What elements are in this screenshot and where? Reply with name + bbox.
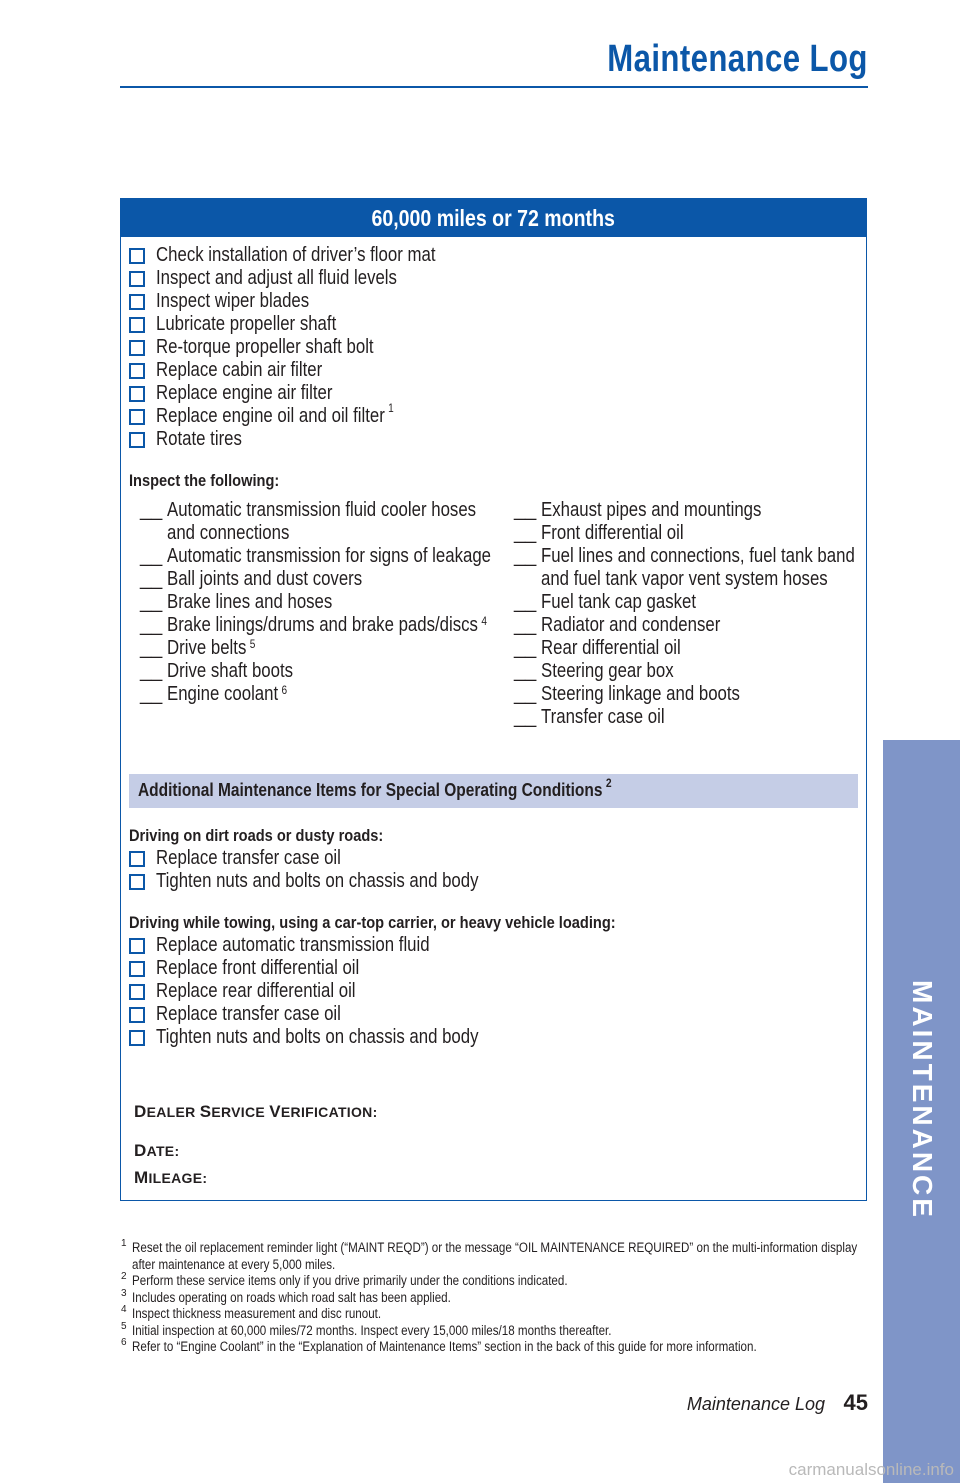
inspect-item-text: Automatic transmission for signs of leakage	[167, 545, 492, 567]
checklist-item-text: Rotate tires	[156, 428, 242, 450]
checklist-item	[129, 267, 489, 290]
footnote-text: Reset the oil replacement reminder light (“MAINT REQD”) or the message “OIL MAINTENANCE REQUIRED” on the multi-information display after maintenance at every 5,000 miles.	[132, 1240, 858, 1272]
checklist-item	[129, 244, 489, 267]
blank-line[interactable]: __	[140, 683, 163, 705]
page-number: 45	[843, 1390, 868, 1415]
footnote	[121, 1339, 881, 1356]
inspect-item-text: Transfer case oil	[541, 706, 665, 728]
inspect-item	[140, 660, 490, 683]
additional-items-title: Additional Maintenance Items for Special Operating Conditions	[138, 780, 603, 800]
checklist-item-text: Replace rear differential oil	[156, 980, 356, 1002]
inspect-item-text: Steering gear box	[541, 660, 674, 682]
inspect-item-text: Drive shaft boots	[167, 660, 294, 682]
blank-line[interactable]: __	[514, 591, 537, 613]
checklist-item-text: Replace automatic transmission fluid	[156, 934, 430, 956]
footer-section-label: Maintenance Log	[686, 1394, 825, 1414]
checklist-item	[129, 980, 540, 1003]
checklist-item-text: Replace cabin air filter	[156, 359, 323, 381]
blank-line[interactable]: __	[514, 683, 537, 705]
blank-line[interactable]: __	[140, 637, 163, 659]
footnote-number: 1	[121, 1238, 127, 1249]
inspect-item-text: Steering linkage and boots	[541, 683, 740, 705]
inspect-item-text: Rear differential oil	[541, 637, 681, 659]
footnote-text: Inspect thickness measurement and disc runout.	[132, 1306, 382, 1321]
footnote-text: Initial inspection at 60,000 miles/72 months. Inspect every 15,000 miles/18 months thereafter.	[132, 1322, 612, 1338]
checklist-item	[129, 401, 489, 428]
checklist-item-text: Tighten nuts and bolts on chassis and body	[156, 870, 479, 892]
section-side-label: MAINTENANCE	[906, 980, 938, 1220]
checkbox-icon[interactable]	[129, 271, 145, 287]
inspect-item	[514, 637, 864, 660]
inspect-item	[514, 614, 864, 637]
checklist-item	[129, 382, 489, 405]
footnote-ref: 6	[281, 683, 288, 697]
inspect-item-text: Brake lines and hoses	[167, 591, 333, 613]
checkbox-icon[interactable]	[129, 294, 145, 310]
inspect-item	[140, 614, 490, 637]
inspect-heading: Inspect the following:	[129, 471, 280, 490]
footnote-number: 2	[121, 1271, 127, 1282]
footnote-number: 5	[121, 1320, 127, 1332]
checkbox-icon[interactable]	[129, 851, 145, 867]
inspect-item-text: Engine coolant $^6$	[167, 683, 288, 705]
inspect-item	[514, 683, 864, 706]
checklist-item-text: Replace engine air filter	[156, 382, 333, 404]
checklist-item-text: Tighten nuts and bolts on chassis and body	[156, 1026, 479, 1048]
blank-line[interactable]: __	[514, 545, 537, 567]
checkbox-icon[interactable]	[129, 1030, 145, 1046]
checkbox-icon[interactable]	[129, 1007, 145, 1023]
checklist-item	[129, 1026, 540, 1049]
inspect-item-text: Ball joints and dust covers	[167, 568, 363, 590]
interval-heading: 60,000 miles or 72 months	[121, 199, 866, 237]
footnote-ref: 4	[481, 614, 487, 628]
checklist-item	[129, 957, 540, 980]
blank-line[interactable]: __	[514, 637, 537, 659]
footnote-ref: 5	[249, 637, 256, 651]
footnote	[121, 1320, 881, 1340]
blank-line[interactable]: __	[140, 499, 163, 521]
inspect-item-text: Drive belts $^5$	[167, 637, 256, 659]
inspect-item	[140, 568, 490, 591]
checklist-item-text: Replace transfer case oil	[156, 847, 341, 869]
dealer-verification-label: DEALER SERVICE VERIFICATION:	[134, 1102, 378, 1121]
blank-line[interactable]: __	[140, 591, 163, 613]
maintenance-box	[120, 198, 867, 1201]
checkbox-icon[interactable]	[129, 984, 145, 1000]
checkbox-icon[interactable]	[129, 874, 145, 890]
checklist-item	[129, 336, 489, 359]
inspect-item	[514, 660, 864, 683]
blank-line[interactable]: __	[514, 614, 537, 636]
checklist-item	[129, 313, 489, 336]
inspect-item	[514, 522, 864, 545]
checklist-item-text: Replace engine oil and oil filter $^1$	[156, 401, 394, 427]
checklist-item	[129, 290, 489, 313]
blank-line[interactable]: __	[514, 499, 537, 521]
footnote	[121, 1306, 881, 1323]
checkbox-icon[interactable]	[129, 363, 145, 379]
blank-line[interactable]: __	[514, 660, 537, 682]
footnote-ref: 2	[605, 776, 612, 790]
blank-line[interactable]: __	[514, 706, 537, 728]
checkbox-icon[interactable]	[129, 340, 145, 356]
blank-line[interactable]: __	[140, 660, 163, 682]
inspect-item	[140, 637, 490, 660]
inspect-item-text: Front differential oil	[541, 522, 684, 544]
checklist-item-text: Check installation of driver’s floor mat	[156, 244, 436, 266]
footnote-text: Includes operating on roads which road salt has been applied.	[132, 1289, 451, 1305]
dirt-roads-heading: Driving on dirt roads or dusty roads:	[129, 826, 384, 845]
additional-items-bar	[129, 774, 858, 808]
blank-line[interactable]: __	[514, 522, 537, 544]
inspect-item-text: Fuel tank cap gasket	[541, 591, 697, 613]
checklist-item	[129, 934, 540, 957]
inspect-item	[514, 499, 864, 522]
title-rule	[120, 86, 868, 88]
footnote-text: Refer to “Engine Coolant” in the “Explanation of Maintenance Items” section in the back of this guide for more information.	[132, 1339, 757, 1354]
inspect-item	[140, 683, 490, 706]
checklist-item	[129, 428, 489, 451]
footnote-number: 6	[121, 1337, 127, 1348]
inspect-item-text: Radiator and condenser	[541, 614, 721, 636]
mileage-label: MILEAGE:	[134, 1168, 208, 1187]
footnote-text: Perform these service items only if you drive primarily under the conditions indicated.	[132, 1273, 568, 1288]
checklist	[129, 244, 489, 451]
checklist-item	[129, 359, 489, 382]
inspect-item-text: Automatic transmission fluid cooler hoses and connections	[167, 499, 477, 544]
inspect-item	[140, 591, 490, 614]
checklist-item-text: Replace front differential oil	[156, 957, 360, 979]
checklist-item	[129, 1003, 540, 1026]
watermark: carmanualsonline.info	[788, 1460, 954, 1479]
checkbox-icon[interactable]	[129, 432, 145, 448]
date-label: DATE:	[134, 1141, 180, 1160]
footnote-number: 3	[121, 1287, 127, 1299]
checklist-item	[129, 847, 540, 870]
towing-heading: Driving while towing, using a car-top carrier, or heavy vehicle loading:	[129, 913, 616, 932]
checklist-item-text: Inspect wiper blades	[156, 290, 310, 312]
page-title: Maintenance Log	[607, 38, 868, 80]
checklist-item-text: Lubricate propeller shaft	[156, 313, 337, 335]
checklist-item-text: Inspect and adjust all fluid levels	[156, 267, 397, 289]
inspect-item	[140, 499, 490, 545]
checklist-item	[129, 870, 540, 893]
checkbox-icon[interactable]	[129, 386, 145, 402]
inspect-item	[514, 706, 864, 729]
inspect-item-text: Fuel lines and connections, fuel tank band and fuel tank vapor vent system hoses	[541, 545, 855, 590]
inspect-item-text: Brake linings/drums and brake pads/discs $^4$	[167, 614, 487, 636]
inspect-item-text: Exhaust pipes and mountings	[541, 499, 762, 521]
footnote-ref: 1	[388, 401, 394, 415]
inspect-item	[514, 545, 864, 591]
footnote	[121, 1273, 881, 1290]
checkbox-icon[interactable]	[129, 317, 145, 333]
checklist-item-text: Replace transfer case oil	[156, 1003, 341, 1025]
checkbox-icon[interactable]	[129, 938, 145, 954]
checklist-item-text: Re-torque propeller shaft bolt	[156, 336, 374, 358]
footnote	[121, 1240, 881, 1273]
inspect-item	[514, 591, 864, 614]
checkbox-icon[interactable]	[129, 409, 145, 425]
blank-line[interactable]: __	[140, 545, 163, 567]
footnote-number: 4	[121, 1304, 127, 1315]
checkbox-icon[interactable]	[129, 248, 145, 264]
towing-checklist	[129, 934, 540, 1049]
blank-line[interactable]: __	[140, 568, 163, 590]
inspect-right-column	[514, 499, 864, 729]
dirt-roads-checklist	[129, 847, 540, 893]
checkbox-icon[interactable]	[129, 961, 145, 977]
footnote	[121, 1287, 881, 1307]
footnotes	[121, 1240, 881, 1356]
inspect-left-column	[140, 499, 490, 706]
blank-line[interactable]: __	[140, 614, 163, 636]
inspect-item	[140, 545, 490, 568]
